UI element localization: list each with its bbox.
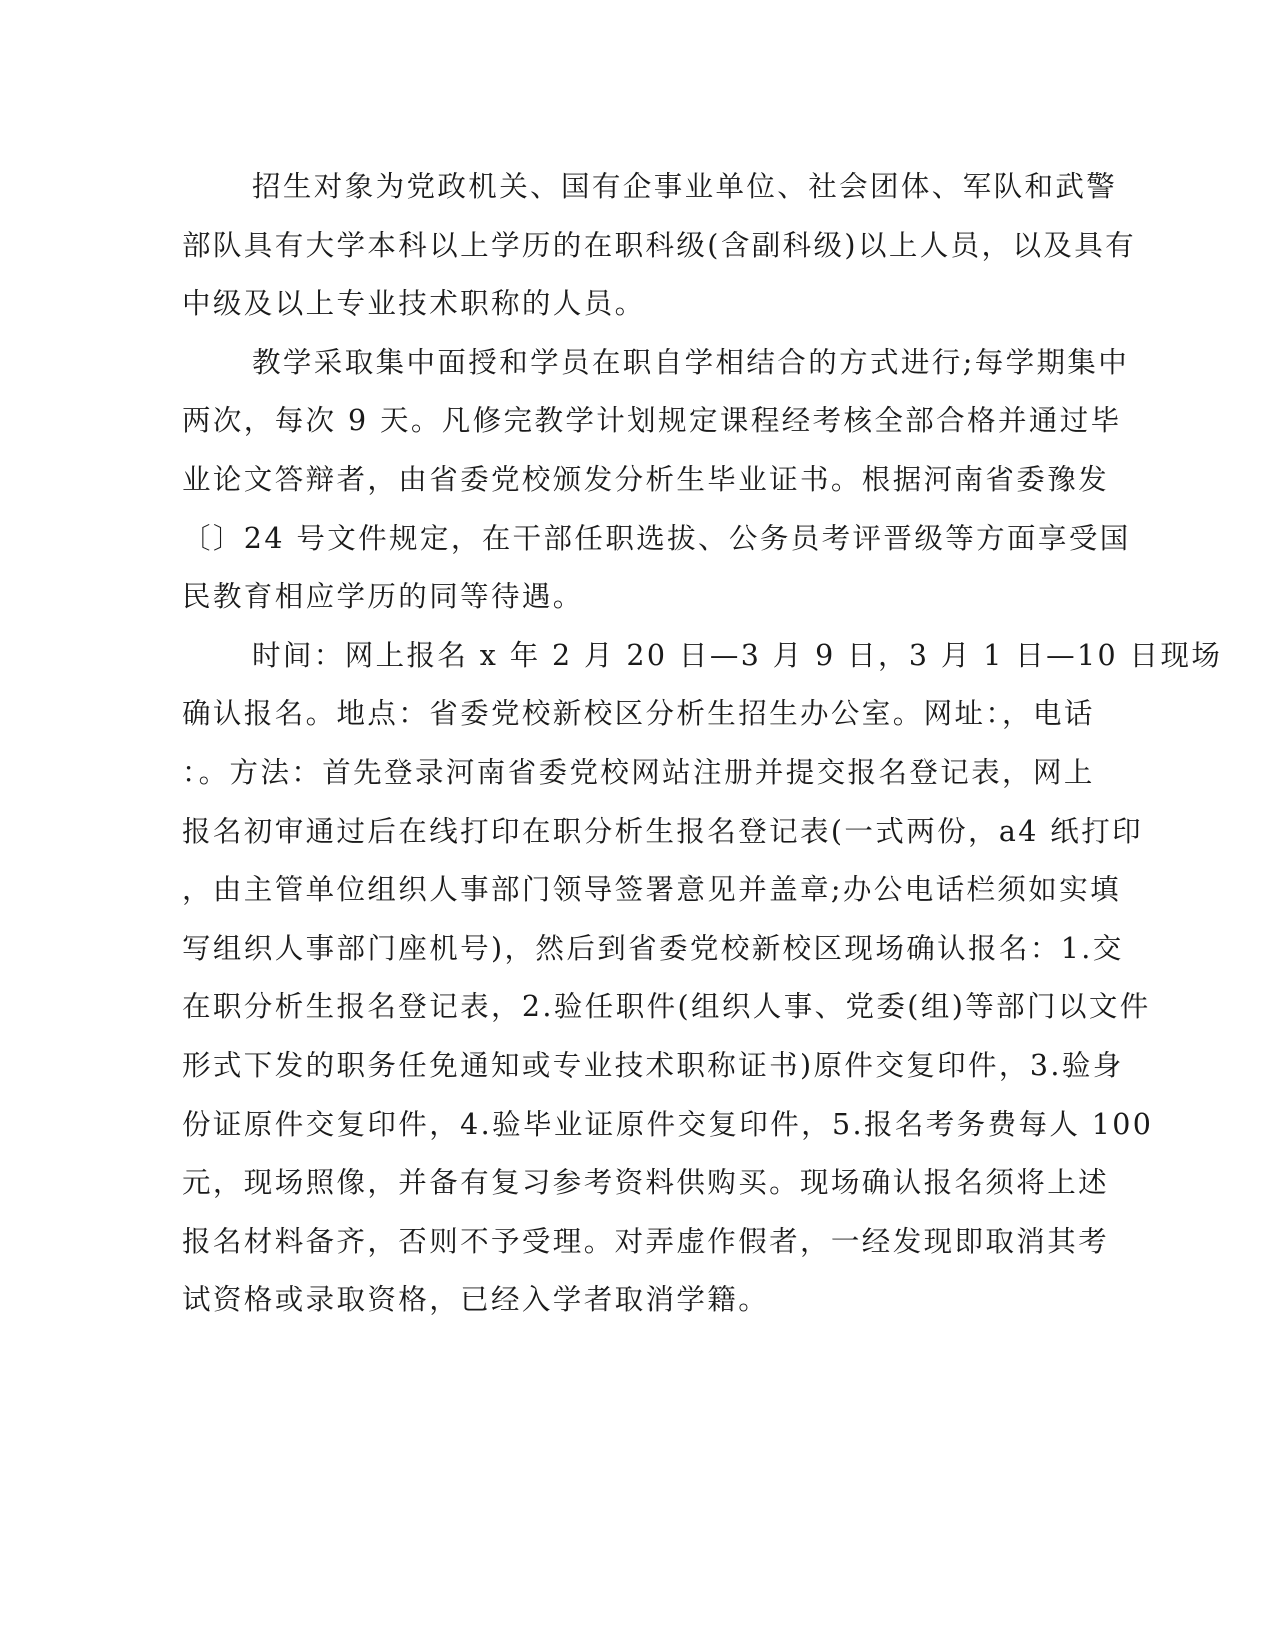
body-text <box>182 158 1223 1330</box>
text-line: 写组织人事部门座机号)，然后到省委党校新校区现场确认报名：1.交 <box>182 931 1124 965</box>
text-line: ：。方法：首先登录河南省委党校网站注册并提交报名登记表，网上 <box>182 755 1095 789</box>
text-line: 形式下发的职务任免通知或专业技术职称证书)原件交复印件，3.验身 <box>182 1048 1124 1082</box>
text-line: 元，现场照像，并备有复习参考资料供购买。现场确认报名须将上述 <box>182 1166 1110 1200</box>
text-line: 报名材料备齐，否则不予受理。对弄虚作假者，一经发现即取消其考 <box>182 1224 1110 1258</box>
text-line: 〔〕24 号文件规定，在干部任职选拔、公务员考评晋级等方面享受国 <box>182 521 1131 555</box>
text-line: 中级及以上专业技术职称的人员。 <box>182 287 646 321</box>
paragraph-admission-target <box>182 158 1137 334</box>
text-line: ，由主管单位组织人事部门领导签署意见并盖章;办公电话栏须如实填 <box>182 873 1122 907</box>
text-line: 报名初审通过后在线打印在职分析生报名登记表(一式两份，a4 纸打印 <box>182 814 1144 848</box>
text-line: 在职分析生报名登记表，2.验任职件(组织人事、党委(组)等部门以文件 <box>182 990 1151 1024</box>
paragraph-registration <box>182 627 1223 1330</box>
text-line: 教学采取集中面授和学员在职自学相结合的方式进行;每学期集中 <box>252 345 1130 379</box>
text-line: 民教育相应学历的同等待遇。 <box>182 580 584 614</box>
text-line: 份证原件交复印件，4.验毕业证原件交复印件，5.报名考务费每人 100 <box>182 1107 1154 1141</box>
text-line: 确认报名。地点：省委党校新校区分析生招生办公室。网址：，电话 <box>182 697 1095 731</box>
paragraph-teaching-method <box>182 334 1131 627</box>
text-line: 两次，每次 9 天。凡修完教学计划规定课程经考核全部合格并通过毕 <box>182 404 1122 438</box>
text-line: 试资格或录取资格，已经入学者取消学籍。 <box>182 1283 770 1317</box>
text-line: 招生对象为党政机关、国有企事业单位、社会团体、军队和武警 <box>252 170 1118 203</box>
text-line: 部队具有大学本科以上学历的在职科级(含副科级)以上人员，以及具有 <box>182 228 1137 262</box>
text-line: 业论文答辩者，由省委党校颁发分析生毕业证书。根据河南省委豫发 <box>182 462 1110 496</box>
text-line: 时间：网上报名 x 年 2 月 20 日—3 月 9 日，3 月 1 日—10 日现场 <box>252 638 1223 672</box>
